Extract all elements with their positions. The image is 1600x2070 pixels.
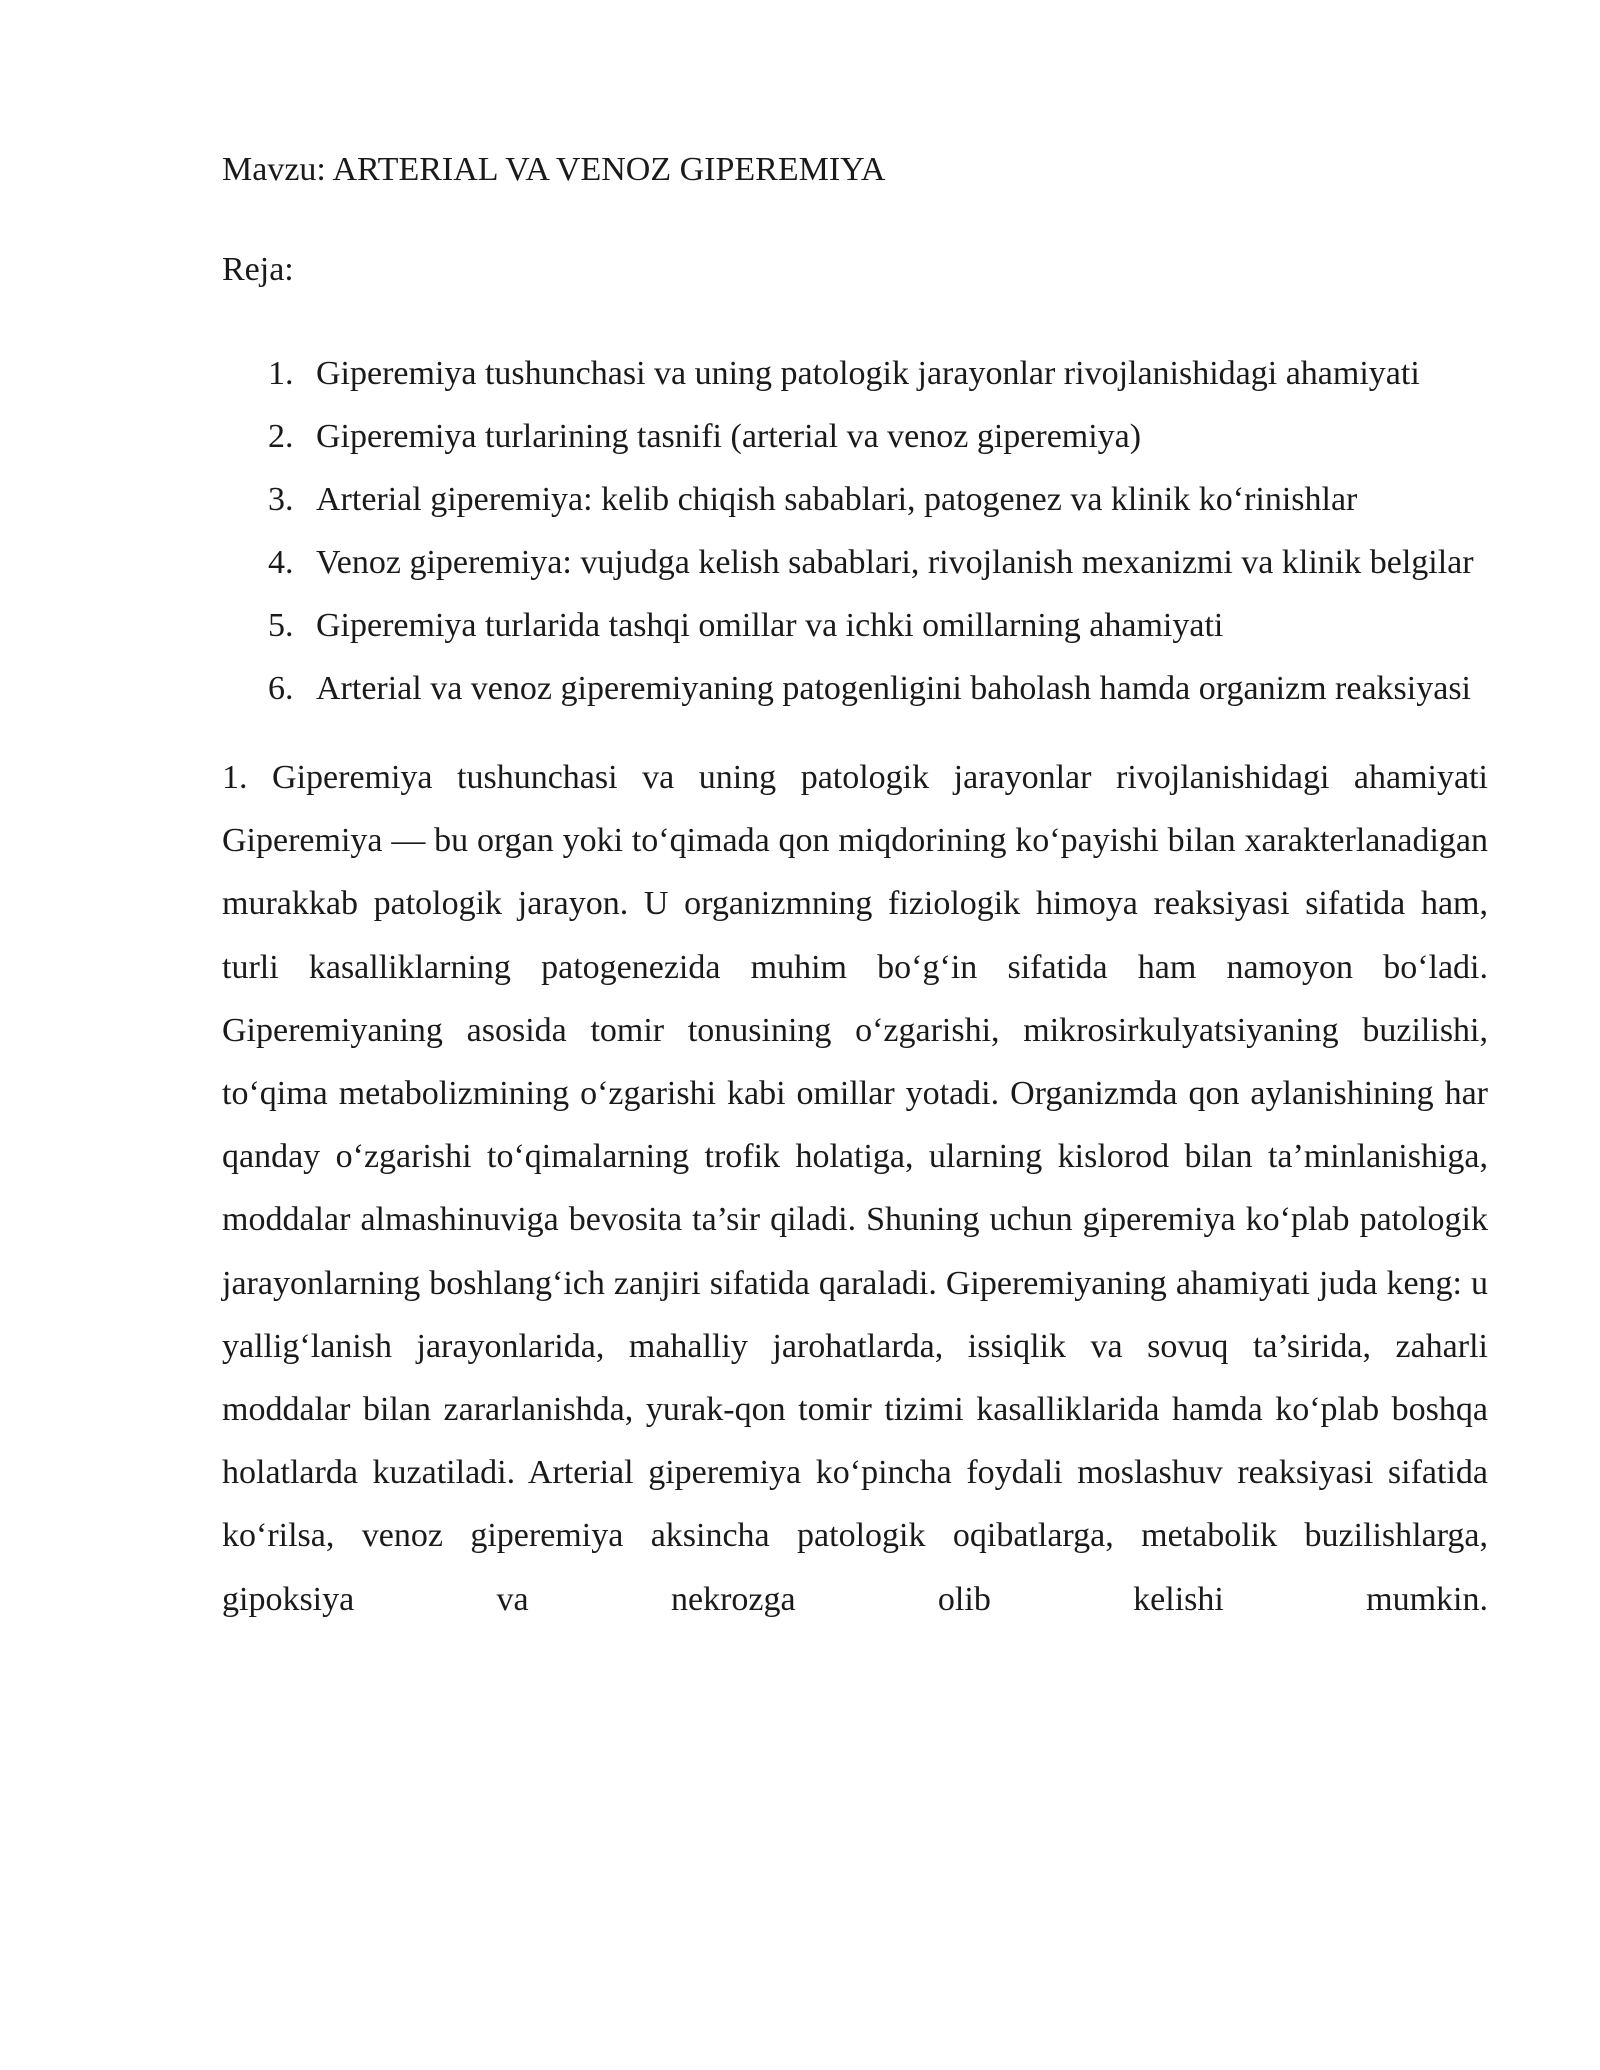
document-title: Mavzu: ARTERIAL VA VENOZ GIPEREMIYA [222,151,886,188]
plan-item-2 [222,405,1488,468]
plan-item-3 [222,468,1488,531]
plan-item-text: Giperemiya turlarida tashqi omillar va ichki omillarning ahamiyati [316,607,1224,644]
plan-item-number: 1. [268,355,294,392]
plan-item-number: 5. [268,607,294,644]
plan-item-text: Arterial va venoz giperemiyaning patogenligini baholash hamda organizm reaksiyasi [316,670,1472,707]
plan-item-6 [222,657,1488,720]
document-content [222,142,1488,1631]
plan-item-text: Giperemiya tushunchasi va uning patologik jarayonlar rivojlanishidagi ahamiyati [316,355,1420,392]
plan-item-text: Arterial giperemiya: kelib chiqish sabablari, patogenez va klinik ko‘rinishlar [316,481,1358,518]
plan-item-number: 4. [268,544,294,581]
plan-item-number: 6. [268,670,294,707]
plan-item-number: 2. [268,418,294,455]
plan-list [222,342,1488,720]
plan-item-text: Giperemiya turlarining tasnifi (arterial va venoz giperemiya) [316,418,1142,455]
plan-item-1 [222,342,1488,405]
plan-item-4 [222,531,1488,594]
plan-item-text: Venoz giperemiya: vujudga kelish sabablari, rivojlanish mexanizmi va klinik belgilar [316,544,1474,581]
plan-item-5 [222,594,1488,657]
plan-label: Reja: [222,251,294,288]
plan-item-number: 3. [268,481,294,518]
section-1-paragraph: 1. Giperemiya tushunchasi va uning patologik jarayonlar rivojlanishidagi ahamiyati Giperemiya — bu organ yoki to‘qimada qon miqdorining ko‘payishi bilan xarakterlanadigan murakkab patologik jarayon. U organizmning fiziologik himoya reaksiyasi sifatida ham, turli kasalliklarning patogenezida muhim bo‘g‘in sifatida ham namoyon bo‘ladi. Giperemiyaning asosida tomir tonusining o‘zgarishi, mikrosirkulyatsiyaning buzilishi, to‘qima metabolizmining o‘zgarishi kabi omillar yotadi. Organizmda qon aylanishining har qanday o‘zgarishi to‘qimalarning trofik holatiga, ularning kislorod bilan ta’minlanishiga, moddalar almashinuviga bevosita ta’sir qiladi. Shuning uchun giperemiya ko‘plab patologik jarayonlarning boshlang‘ich zanjiri sifatida qaraladi. Giperemiyaning ahamiyati juda keng: u yallig‘lanish jarayonlarida, mahalliy jarohatlarda, issiqlik va sovuq ta’sirida, zaharli moddalar bilan zararlanishda, yurak-qon tomir tizimi kasalliklarida hamda ko‘plab boshqa holatlarda kuzatiladi. Arterial giperemiya ko‘pincha foydali moslashuv reaksiyasi sifatida ko‘rilsa, venoz giperemiya aksincha patologik oqibatlarga, metabolik buzilishlarga, gipoksiya va nekrozga olib kelishi mumkin. [222,759,1488,1618]
